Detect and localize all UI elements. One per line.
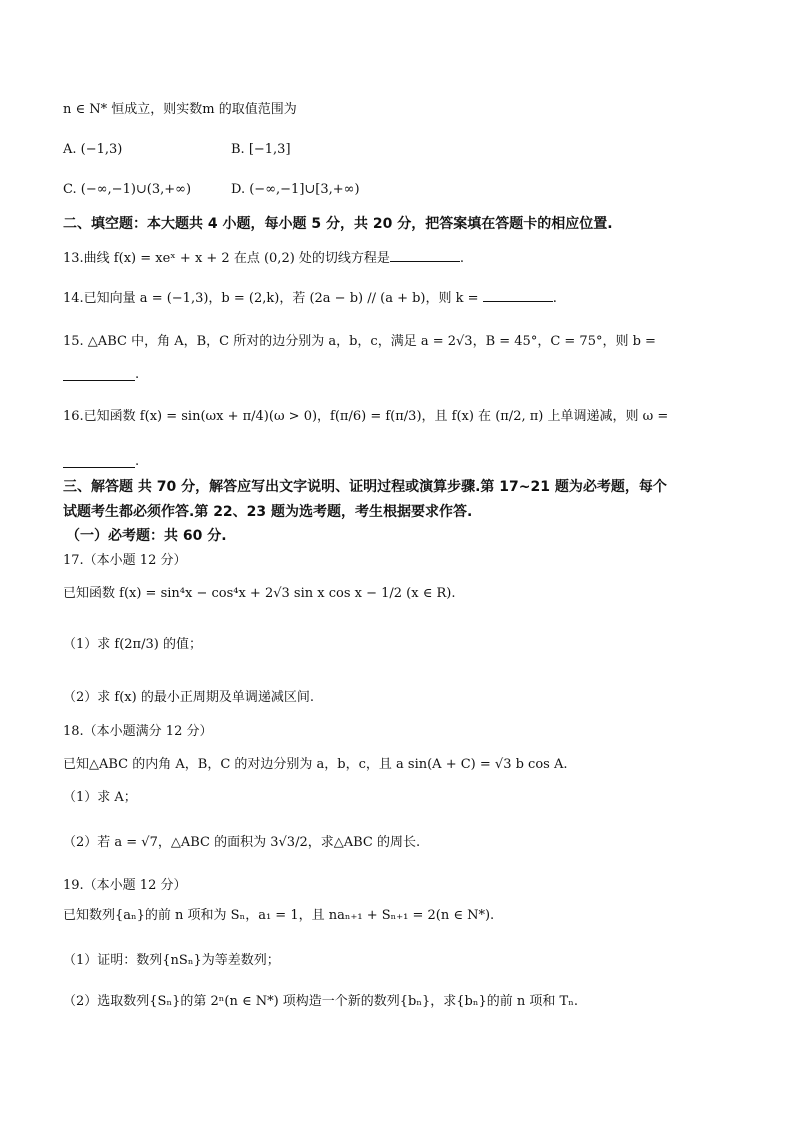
question-17-body: 已知函数 f(x) = sin⁴x − cos⁴x + 2√3 sin x cos x − 1/2 (x ∈ R). [63, 586, 456, 601]
question-18-part-1: （1）求 A； [63, 790, 137, 805]
section-3-subheading: （一）必考题：共 60 分. [66, 528, 227, 544]
section-3-heading-line-2: 试题考生都必须作答.第 22、23 题为选考题，考生根据要求作答. [63, 504, 473, 520]
answer-blank-16 [63, 467, 135, 468]
question-15-text: 15. △ABC 中，角 A，B，C 所对的边分别为 a，b，c，满足 a = 2√3，B = 45°，C = 75°，则 b = [63, 334, 656, 349]
question-13-period: . [459, 251, 465, 266]
option-a: A. (−1,3) [63, 142, 123, 157]
answer-blank-14 [483, 289, 553, 302]
question-13-text: 13.曲线 f(x) = xeˣ + x + 2 在点 (0,2) 处的切线方程是 [63, 251, 390, 266]
question-14-text: 14.已知向量 a = (−1,3)，b = (2,k)，若 (2a − b) // (a + b)，则 k = [63, 291, 479, 306]
question-16-period: . [135, 454, 140, 469]
question-14-period: . [552, 291, 557, 306]
section-3-heading-line-1: 三、解答题 共 70 分，解答应写出文字说明、证明过程或演算步骤.第 17~21 题为必考题，每个 [63, 479, 667, 495]
answer-blank-13 [390, 249, 460, 262]
option-b: B. [−1,3] [231, 142, 291, 157]
question-13 [63, 249, 464, 268]
question-12-tail: n ∈ N* 恒成立，则实数m 的取值范围为 [63, 102, 297, 117]
question-18-title: 18.（本小题满分 12 分） [63, 724, 213, 739]
question-18-body: 已知△ABC 的内角 A，B，C 的对边分别为 a，b，c，且 a sin(A + C) = √3 b cos A. [63, 757, 568, 772]
question-19-title: 19.（本小题 12 分） [63, 878, 187, 893]
question-17-part-1: （1）求 f(2π/3) 的值； [63, 637, 202, 652]
question-17-title: 17.（本小题 12 分） [63, 553, 187, 568]
question-19-part-1: （1）证明：数列{nSₙ}为等差数列； [63, 953, 280, 968]
answer-blank-15 [63, 380, 135, 381]
question-16-text: 16.已知函数 f(x) = sin(ωx + π/4)(ω > 0)，f(π/6) = f(π/3)，且 f(x) 在 (π/2, π) 上单调递减，则 ω = [63, 409, 669, 424]
question-18-part-2: （2）若 a = √7，△ABC 的面积为 3√3/2，求△ABC 的周长. [63, 835, 421, 850]
option-d: D. (−∞,−1]∪[3,+∞) [231, 182, 360, 197]
question-19-part-2: （2）选取数列{Sₙ}的第 2ⁿ(n ∈ N*) 项构造一个新的数列{bₙ}，求{bₙ}的前 n 项和 Tₙ. [63, 994, 578, 1009]
section-2-heading: 二、填空题：本大题共 4 小题，每小题 5 分，共 20 分，把答案填在答题卡的相应位置. [63, 216, 613, 232]
question-17-part-2: （2）求 f(x) 的最小正周期及单调递减区间. [63, 690, 314, 705]
question-19-body: 已知数列{aₙ}的前 n 项和为 Sₙ，a₁ = 1，且 naₙ₊₁ + Sₙ₊₁ = 2(n ∈ N*). [63, 908, 495, 923]
question-14 [63, 289, 557, 308]
question-15-period: . [135, 367, 140, 382]
option-c: C. (−∞,−1)∪(3,+∞) [63, 182, 192, 197]
